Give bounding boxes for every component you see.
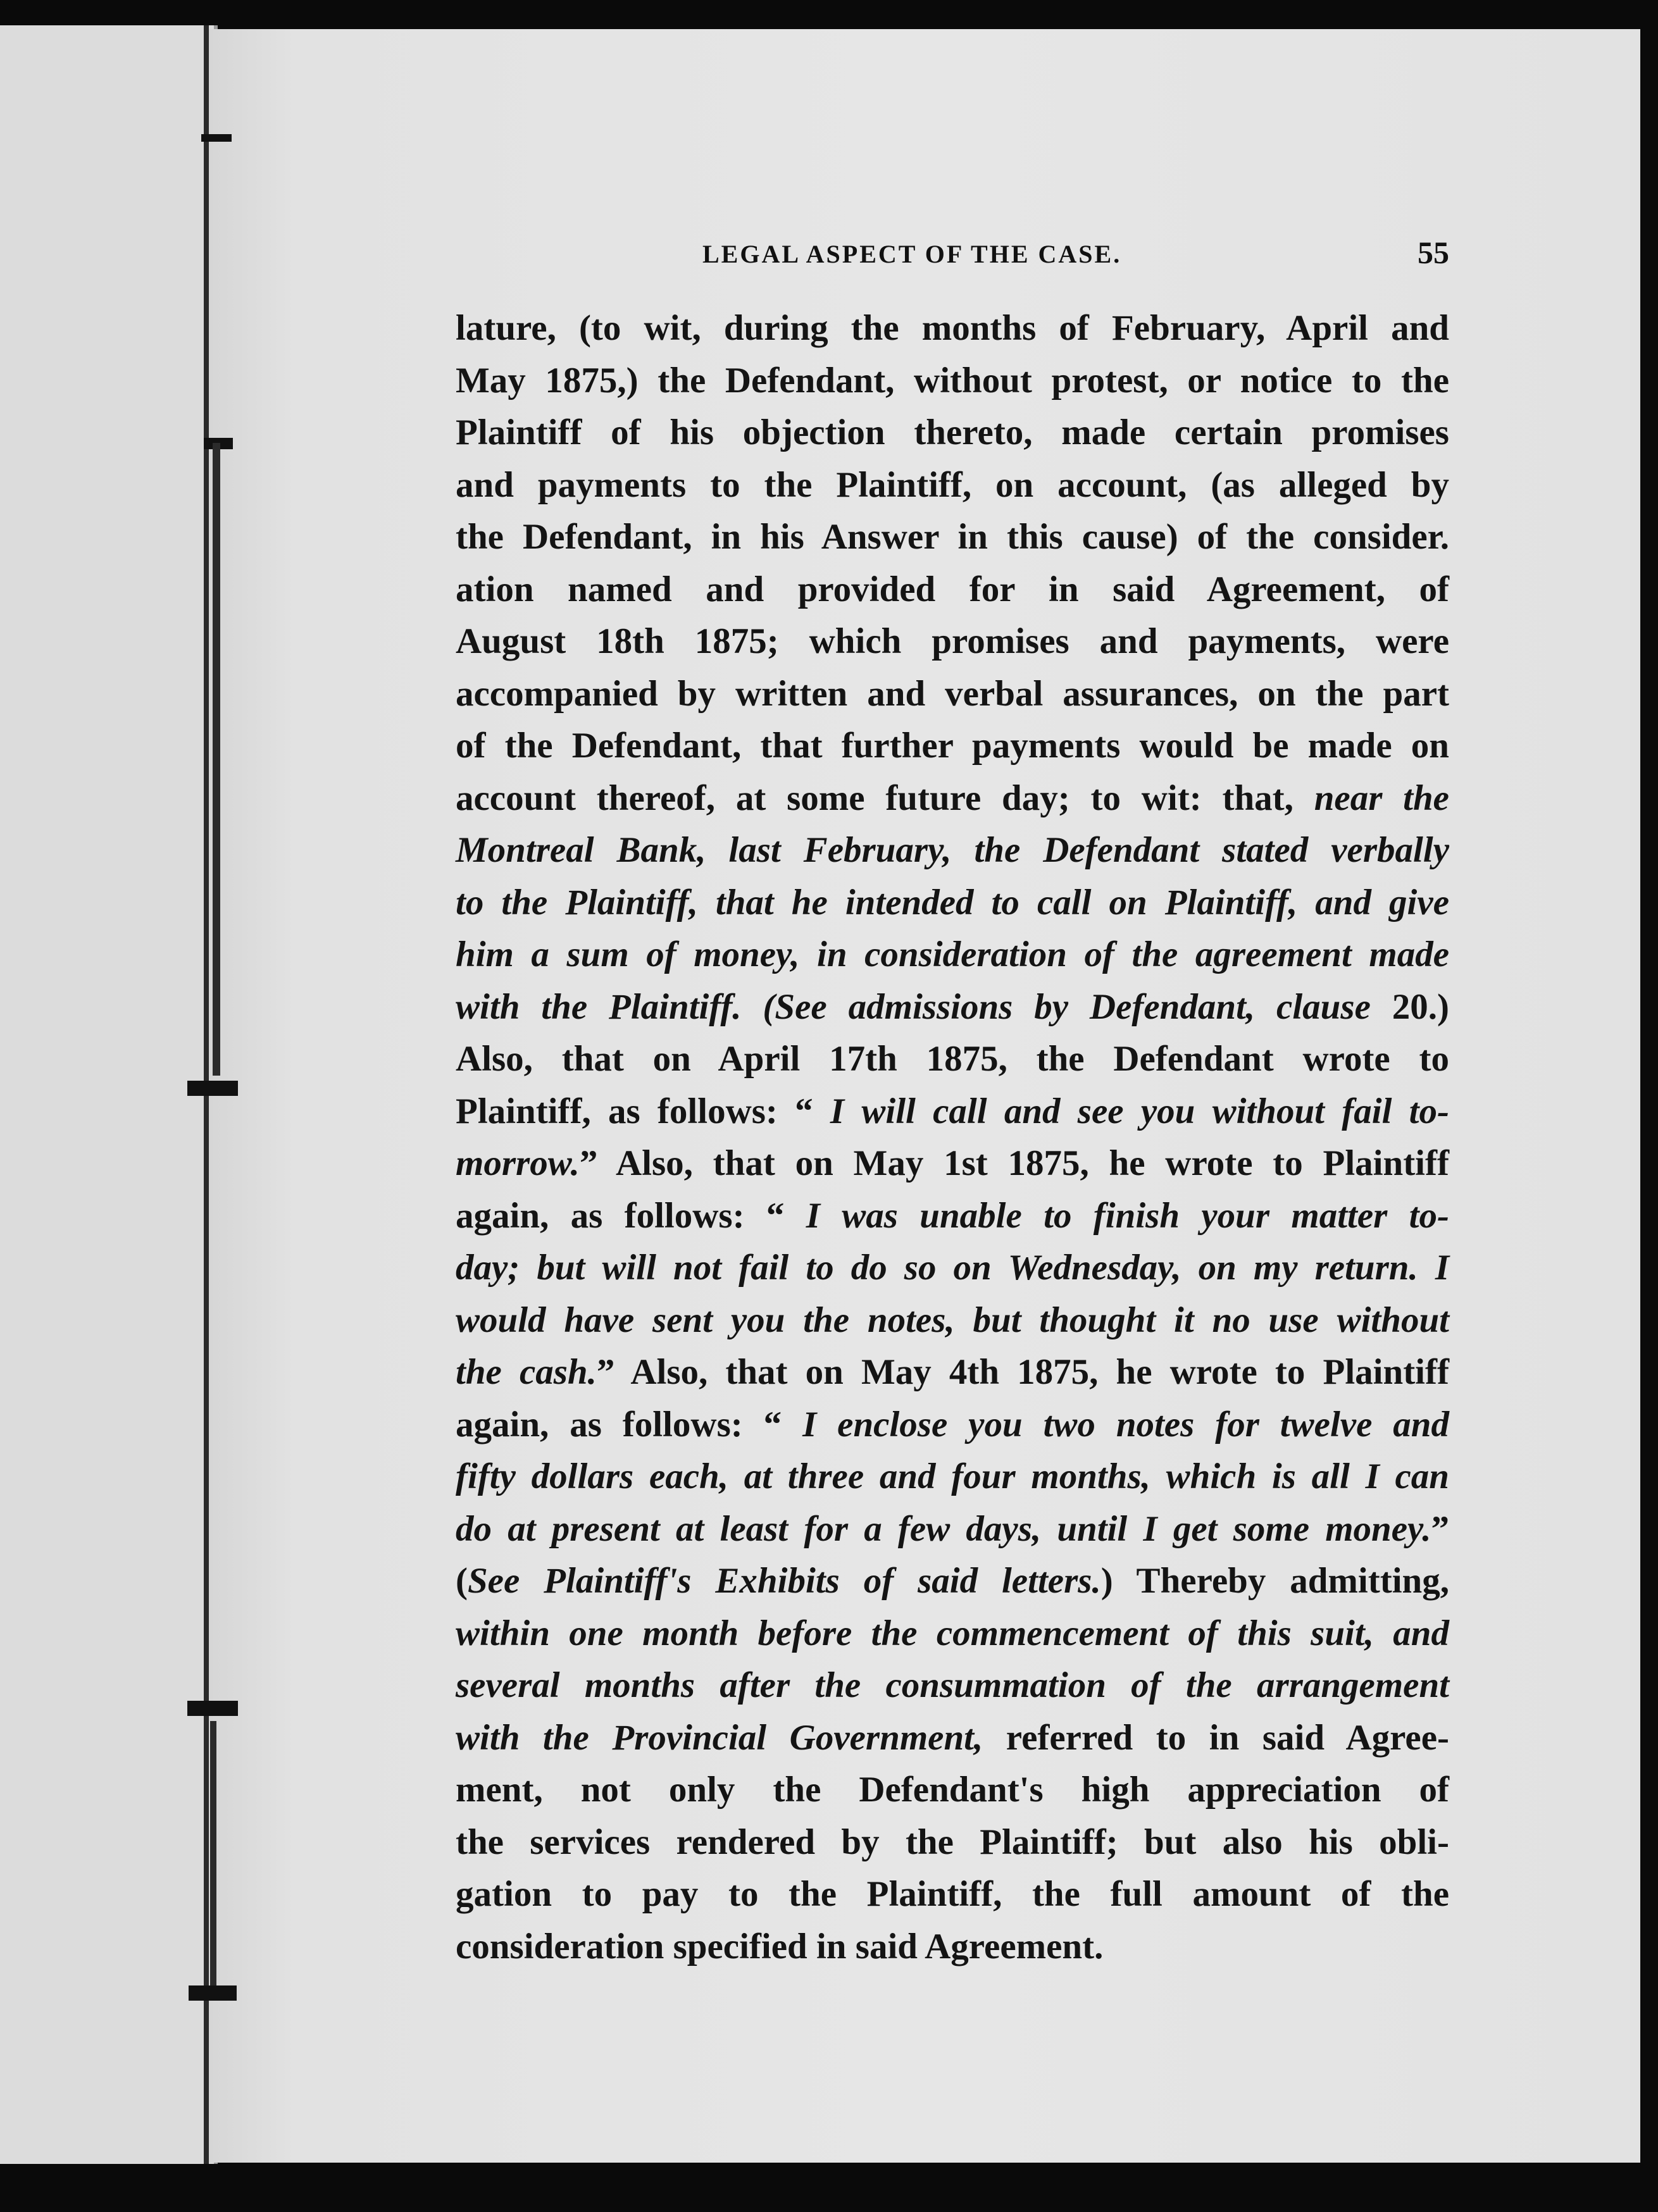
text-segment: referred to in said Agree- — [983, 1717, 1449, 1758]
italic-text-segment: morrow. — [456, 1143, 580, 1183]
facing-page-edge — [0, 25, 218, 2164]
text-segment: ” Also, that on May 1st 1875, he wrote to Plaintiff — [579, 1143, 1449, 1183]
text-line — [456, 1555, 1449, 1608]
text-line — [456, 1608, 1449, 1660]
italic-text-segment: with the Plaintiff. (See admissions by Defendant, clause — [456, 986, 1392, 1027]
text-line — [456, 564, 1449, 616]
italic-text-segment: day; but will not fail to do so on Wednesday, on my return. I — [456, 1248, 1449, 1288]
text-line — [456, 1295, 1449, 1347]
text-segment: May 1875,) the Defendant, without protest, or notice to the — [456, 360, 1449, 401]
text-line — [456, 773, 1449, 825]
text-line — [456, 407, 1449, 459]
text-segment: and payments to the Plaintiff, on account, (as alleged by — [456, 464, 1449, 505]
text-segment: Plaintiff of his objection thereto, made certain promises — [456, 413, 1449, 452]
italic-text-segment: within one month before the commencement of this suit, and — [456, 1613, 1449, 1653]
italic-text-segment: I will call and see you without fail to- — [830, 1091, 1449, 1131]
binding-stitch-mark — [201, 134, 232, 142]
italic-text-segment: the cash. — [456, 1352, 597, 1392]
text-segment: 20.) — [1392, 986, 1449, 1027]
text-line — [456, 1712, 1449, 1765]
page-number: 55 — [1418, 235, 1449, 270]
italic-text-segment: with the Provincial Government, — [456, 1717, 983, 1758]
text-line — [456, 1660, 1449, 1712]
italic-text-segment: several months after the consummation of the arrangement — [456, 1665, 1449, 1705]
text-line — [456, 929, 1449, 981]
text-line — [456, 720, 1449, 773]
text-line — [456, 981, 1449, 1034]
text-line — [456, 1764, 1449, 1817]
text-segment: account thereof, at some future day; to wit: that, — [456, 778, 1314, 818]
text-segment: August 18th 1875; which promises and payments, were — [456, 621, 1449, 661]
text-line — [456, 1242, 1449, 1295]
text-line — [456, 616, 1449, 668]
italic-text-segment: fifty dollars each, at three and four months, which is all I can — [456, 1457, 1449, 1496]
italic-text-segment: I enclose you two notes for twelve and — [802, 1404, 1449, 1445]
text-segment: consideration specified in said Agreement. — [456, 1926, 1104, 1967]
text-segment: again, as follows: “ — [456, 1195, 806, 1236]
text-line — [456, 355, 1449, 407]
text-segment: ation named and provided for in said Agreement, of — [456, 569, 1449, 609]
italic-text-segment: to the Plaintiff, that he intended to call on Plaintiff, and give — [456, 882, 1449, 923]
text-segment: lature, (to wit, during the months of February, April and — [456, 308, 1449, 348]
text-line — [456, 1346, 1449, 1399]
text-line — [456, 1868, 1449, 1921]
text-line — [456, 1033, 1449, 1086]
italic-text-segment: do at present at least for a few days, until I get some money. — [456, 1508, 1431, 1549]
text-segment: Plaintiff, as follows: “ — [456, 1091, 830, 1131]
body-text — [456, 302, 1449, 1973]
text-segment: the Defendant, in his Answer in this cause) of the consider. — [456, 517, 1449, 557]
text-line — [456, 1817, 1449, 1869]
text-line — [456, 824, 1449, 877]
binding-thread — [213, 443, 220, 1076]
page-header — [702, 234, 1449, 278]
text-line — [456, 459, 1449, 512]
italic-text-segment: near the — [1314, 778, 1449, 818]
text-segment: ” — [1431, 1508, 1449, 1549]
text-segment: ” Also, that on May 4th 1875, he wrote to Plaintiff — [596, 1352, 1449, 1392]
text-segment: the services rendered by the Plaintiff; but also his obli- — [456, 1822, 1449, 1862]
text-line — [456, 1921, 1449, 1973]
running-head: LEGAL ASPECT OF THE CASE. — [702, 240, 1122, 268]
italic-text-segment: would have sent you the notes, but thought it no use without — [456, 1300, 1449, 1340]
italic-text-segment: I was unable to finish your matter to- — [806, 1195, 1449, 1236]
italic-text-segment: him a sum of money, in consideration of the agreement made — [456, 935, 1449, 974]
binding-stitch-mark — [187, 1081, 238, 1096]
text-line — [456, 877, 1449, 929]
text-line — [456, 1503, 1449, 1556]
text-segment: ) Thereby admitting, — [1100, 1561, 1449, 1601]
text-line — [456, 302, 1449, 355]
binding-thread — [210, 1721, 216, 1999]
text-line — [456, 668, 1449, 721]
text-line — [456, 1190, 1449, 1243]
text-line — [456, 1451, 1449, 1503]
text-segment: ( — [456, 1561, 468, 1601]
text-segment: again, as follows: “ — [456, 1404, 803, 1445]
binding-stitch-mark — [187, 1701, 238, 1716]
text-line — [456, 1086, 1449, 1138]
italic-text-segment: Montreal Bank, last February, the Defendant stated verbally — [456, 830, 1449, 870]
italic-text-segment: See Plaintiff's Exhibits of said letters. — [467, 1561, 1101, 1601]
text-line — [456, 511, 1449, 564]
text-segment: ment, not only the Defendant's high appreciation of — [456, 1770, 1449, 1810]
text-segment: accompanied by written and verbal assurances, on the part — [456, 673, 1449, 714]
text-segment: gation to pay to the Plaintiff, the full amount of the — [456, 1874, 1449, 1914]
text-line — [456, 1399, 1449, 1451]
text-segment: Also, that on April 17th 1875, the Defendant wrote to — [456, 1039, 1449, 1079]
text-segment: of the Defendant, that further payments would be made on — [456, 726, 1449, 766]
text-line — [456, 1138, 1449, 1190]
binding-stitch-mark — [189, 1985, 237, 2001]
